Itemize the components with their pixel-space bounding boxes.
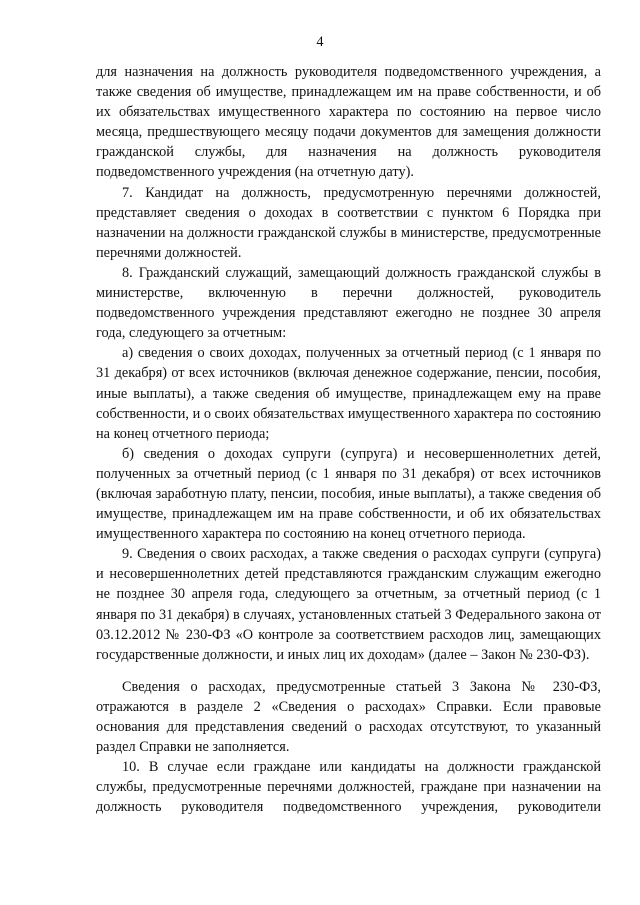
document-body xyxy=(96,62,601,817)
paragraph-item-7: 7. Кандидат на должность, предусмотренную перечнями должностей, представляет сведения о доходах в соответствии с пунктом 6 Порядка при назначении на должности гражданской службы в министерстве, предусмотренные перечнями должностей. xyxy=(96,184,601,261)
paragraph-continuation: для назначения на должность руководителя подведомственного учреждения, а также сведения об имуществе, принадлежащем им на праве собственности, и об их обязательствах имущественного характера по состоянию на первое число месяца, предшествующего месяцу подачи документов для замещения должности гражданской службы, для назначения на должность руководителя подведомственного учреждения (на отчетную дату). xyxy=(96,64,601,181)
paragraph-item-8: 8. Гражданский служащий, замещающий должность гражданской службы в министерстве, включенную в перечни должностей, руководитель подведомственного учреждения представляют ежегодно не позднее 30 апреля года, следующего за отчетным: xyxy=(96,264,601,342)
paragraph-subitem-b: б) сведения о доходах супруги (супруга) и несовершеннолетних детей, полученных за отчетный период (с 1 января по 31 декабря) от всех источников (включая заработную плату, пенсии, пособия, иные выплаты), а также сведения об имуществе, принадлежащем им на праве собственности, и об их обязательствах имущественного характера по состоянию на конец отчетного периода. xyxy=(96,445,601,543)
paragraph-subitem-a: а) сведения о своих доходах, полученных за отчетный период (с 1 января по 31 декабря) от всех источников (включая денежное содержание, пенсии, пособия, иные выплаты), а также сведения об имуществе, принадлежащем ему на праве собственности, и о своих обязательствах имущественного характера по состоянию на конец отчетного периода; xyxy=(96,345,601,442)
page-number: 4 xyxy=(316,34,324,50)
paragraph-item-9: 9. Сведения о своих расходах, а также сведения о расходах супруги (супруга) и несовершеннолетних детей представляются гражданским служащим ежегодно не позднее 30 апреля года, следующего за отчетным, за отчетный период (с 1 января по 31 декабря) в случаях, установленных статьей 3 Федерального закона от 03.12.2012 № 230-ФЗ «О контроле за соответствием расходов лиц, замещающих государственные должности, и иных лиц их доходам» (далее – Закон № 230-ФЗ). xyxy=(96,546,601,663)
paragraph-item-10: 10. В случае если граждане или кандидаты на должности гражданской службы, предусмотренные перечнями должностей, граждане при назначении на должность руководителя подведомственного учреждения, руководители xyxy=(96,759,601,816)
paragraph-expenses-info: Сведения о расходах, предусмотренные статьей 3 Закона № 230-ФЗ, отражаются в разделе 2 «Сведения о расходах» Справки. Если правовые основания для представления сведений о расходах отсутствуют, то указанный раздел Справки не заполняется. xyxy=(96,678,601,756)
